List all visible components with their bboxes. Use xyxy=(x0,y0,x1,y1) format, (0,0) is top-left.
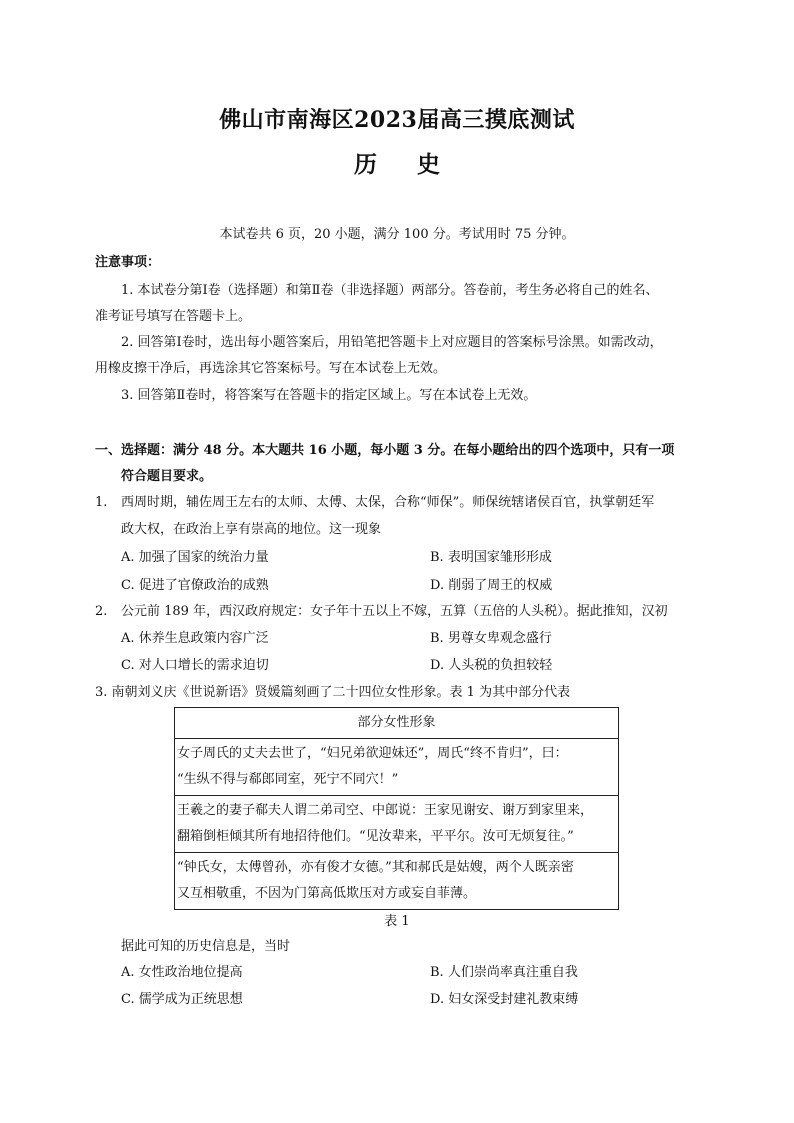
subject-title xyxy=(0,146,794,179)
question-3-stem: 3. 南朝刘义庆《世说新语》贤媛篇刻画了二十四位女性形象。表 1 为其中部分代表 xyxy=(95,685,571,700)
notes-heading: 注意事项： xyxy=(95,255,161,270)
table-cell-3-line-2: 又互相敬重，不因为门第高低欺压对方或妄自菲薄。 xyxy=(177,886,477,901)
table-header: 部分女性形象 xyxy=(175,708,619,739)
question-1-option-b: B. 表明国家雏形形成 xyxy=(430,550,552,565)
question-1-option-c: C. 促进了官僚政治的成熟 xyxy=(121,578,269,593)
table-cell-3 xyxy=(175,853,619,910)
table-row xyxy=(175,853,619,910)
female-figures-table xyxy=(174,707,619,910)
table-cell-3-line-1: “钟氏女，太傅曾孙，亦有俊才女德。”其和郝氏是姑嫂，两个人既亲密 xyxy=(177,860,574,875)
table-cell-2 xyxy=(175,796,619,853)
question-2-option-a: A. 休养生息政策内容广泛 xyxy=(121,631,269,646)
question-3-prompt: 据此可知的历史信息是，当时 xyxy=(121,939,291,954)
table-row xyxy=(175,739,619,796)
subject-char-1: 历 xyxy=(354,151,377,178)
question-2-option-c: C. 对人口增长的需求迫切 xyxy=(121,658,269,673)
table-cell-1-line-1: 女子周氏的丈夫去世了，“妇兄弟欲迎妹还”，周氏“终不肯归”，曰： xyxy=(177,746,568,761)
subject-char-2: 史 xyxy=(417,151,440,178)
table-row xyxy=(175,796,619,853)
question-1-stem-text: 西周时期，辅佐周王左右的太师、太傅、太保，合称“师保”。师保统辖诸侯百官，执掌朝廷军 xyxy=(121,495,655,510)
table-caption: 表 1 xyxy=(384,914,410,929)
table-cell-1 xyxy=(175,739,619,796)
question-3-option-d: D. 妇女深受封建礼教束缚 xyxy=(430,992,579,1007)
note-2-line-1: 2. 回答第Ⅰ卷时，选出每小题答案后，用铅笔把答题卡上对应题目的答案标号涂黑。如需改动， xyxy=(121,335,663,350)
question-3-option-c: C. 儒学成为正统思想 xyxy=(121,992,243,1007)
table-cell-2-line-1: 王羲之的妻子郗夫人谓二弟司空、中郎说：王家见谢安、谢万到家里来， xyxy=(177,803,594,818)
question-2-stem-text: 公元前 189 年，西汉政府规定：女子年十五以上不嫁，五算（五倍的人头税）。据此推知，汉初 xyxy=(121,604,668,619)
question-3-option-a: A. 女性政治地位提高 xyxy=(121,965,243,980)
table-header-row xyxy=(175,708,619,739)
note-2-line-2: 用橡皮擦干净后，再选涂其它答案标号。写在本试卷上无效。 xyxy=(95,361,447,376)
exam-title: 佛山市南海区2023届高三摸底测试 xyxy=(219,107,575,133)
question-1-stem-line-2: 政大权，在政治上享有崇高的地位。这一现象 xyxy=(121,522,382,537)
table-cell-2-line-2: 翻箱倒柜倾其所有地招待他们。“见汝辈来，平平尔。汝可无烦复往。” xyxy=(177,829,574,844)
note-1-line-2: 准考证号填写在答题卡上。 xyxy=(95,309,252,324)
table-cell-1-line-2: “生纵不得与郗郎同室，死宁不同穴！” xyxy=(177,772,399,787)
question-1-option-d: D. 削弱了周王的权威 xyxy=(430,578,553,593)
question-1-stem-line-1 xyxy=(95,493,654,513)
question-2-option-b: B. 男尊女卑观念盛行 xyxy=(430,631,552,646)
section-heading-line-2: 符合题目要求。 xyxy=(121,469,213,484)
question-1-number: 1. xyxy=(95,495,108,510)
question-2-number: 2. xyxy=(95,604,108,619)
section-heading-line-1: 一、选择题：满分 48 分。本大题共 16 小题，每小题 3 分。在每小题给出的四个选项中，只有一项 xyxy=(95,443,675,458)
question-2-option-d: D. 人头税的负担较轻 xyxy=(430,658,553,673)
question-2-stem xyxy=(95,602,668,622)
question-1-option-a: A. 加强了国家的统治力量 xyxy=(121,550,269,565)
question-3-option-b: B. 人们崇尚率真注重自我 xyxy=(430,965,578,980)
note-3: 3. 回答第Ⅱ卷时，将答案写在答题卡的指定区域上。写在本试卷上无效。 xyxy=(121,388,537,403)
intro-text: 本试卷共 6 页，20 小题，满分 100 分。考试用时 75 分钟。 xyxy=(219,227,575,242)
note-1-line-1: 1. 本试卷分第Ⅰ卷（选择题）和第Ⅱ卷（非选择题）两部分。答卷前，考生务必将自己的姓名、 xyxy=(121,283,659,298)
